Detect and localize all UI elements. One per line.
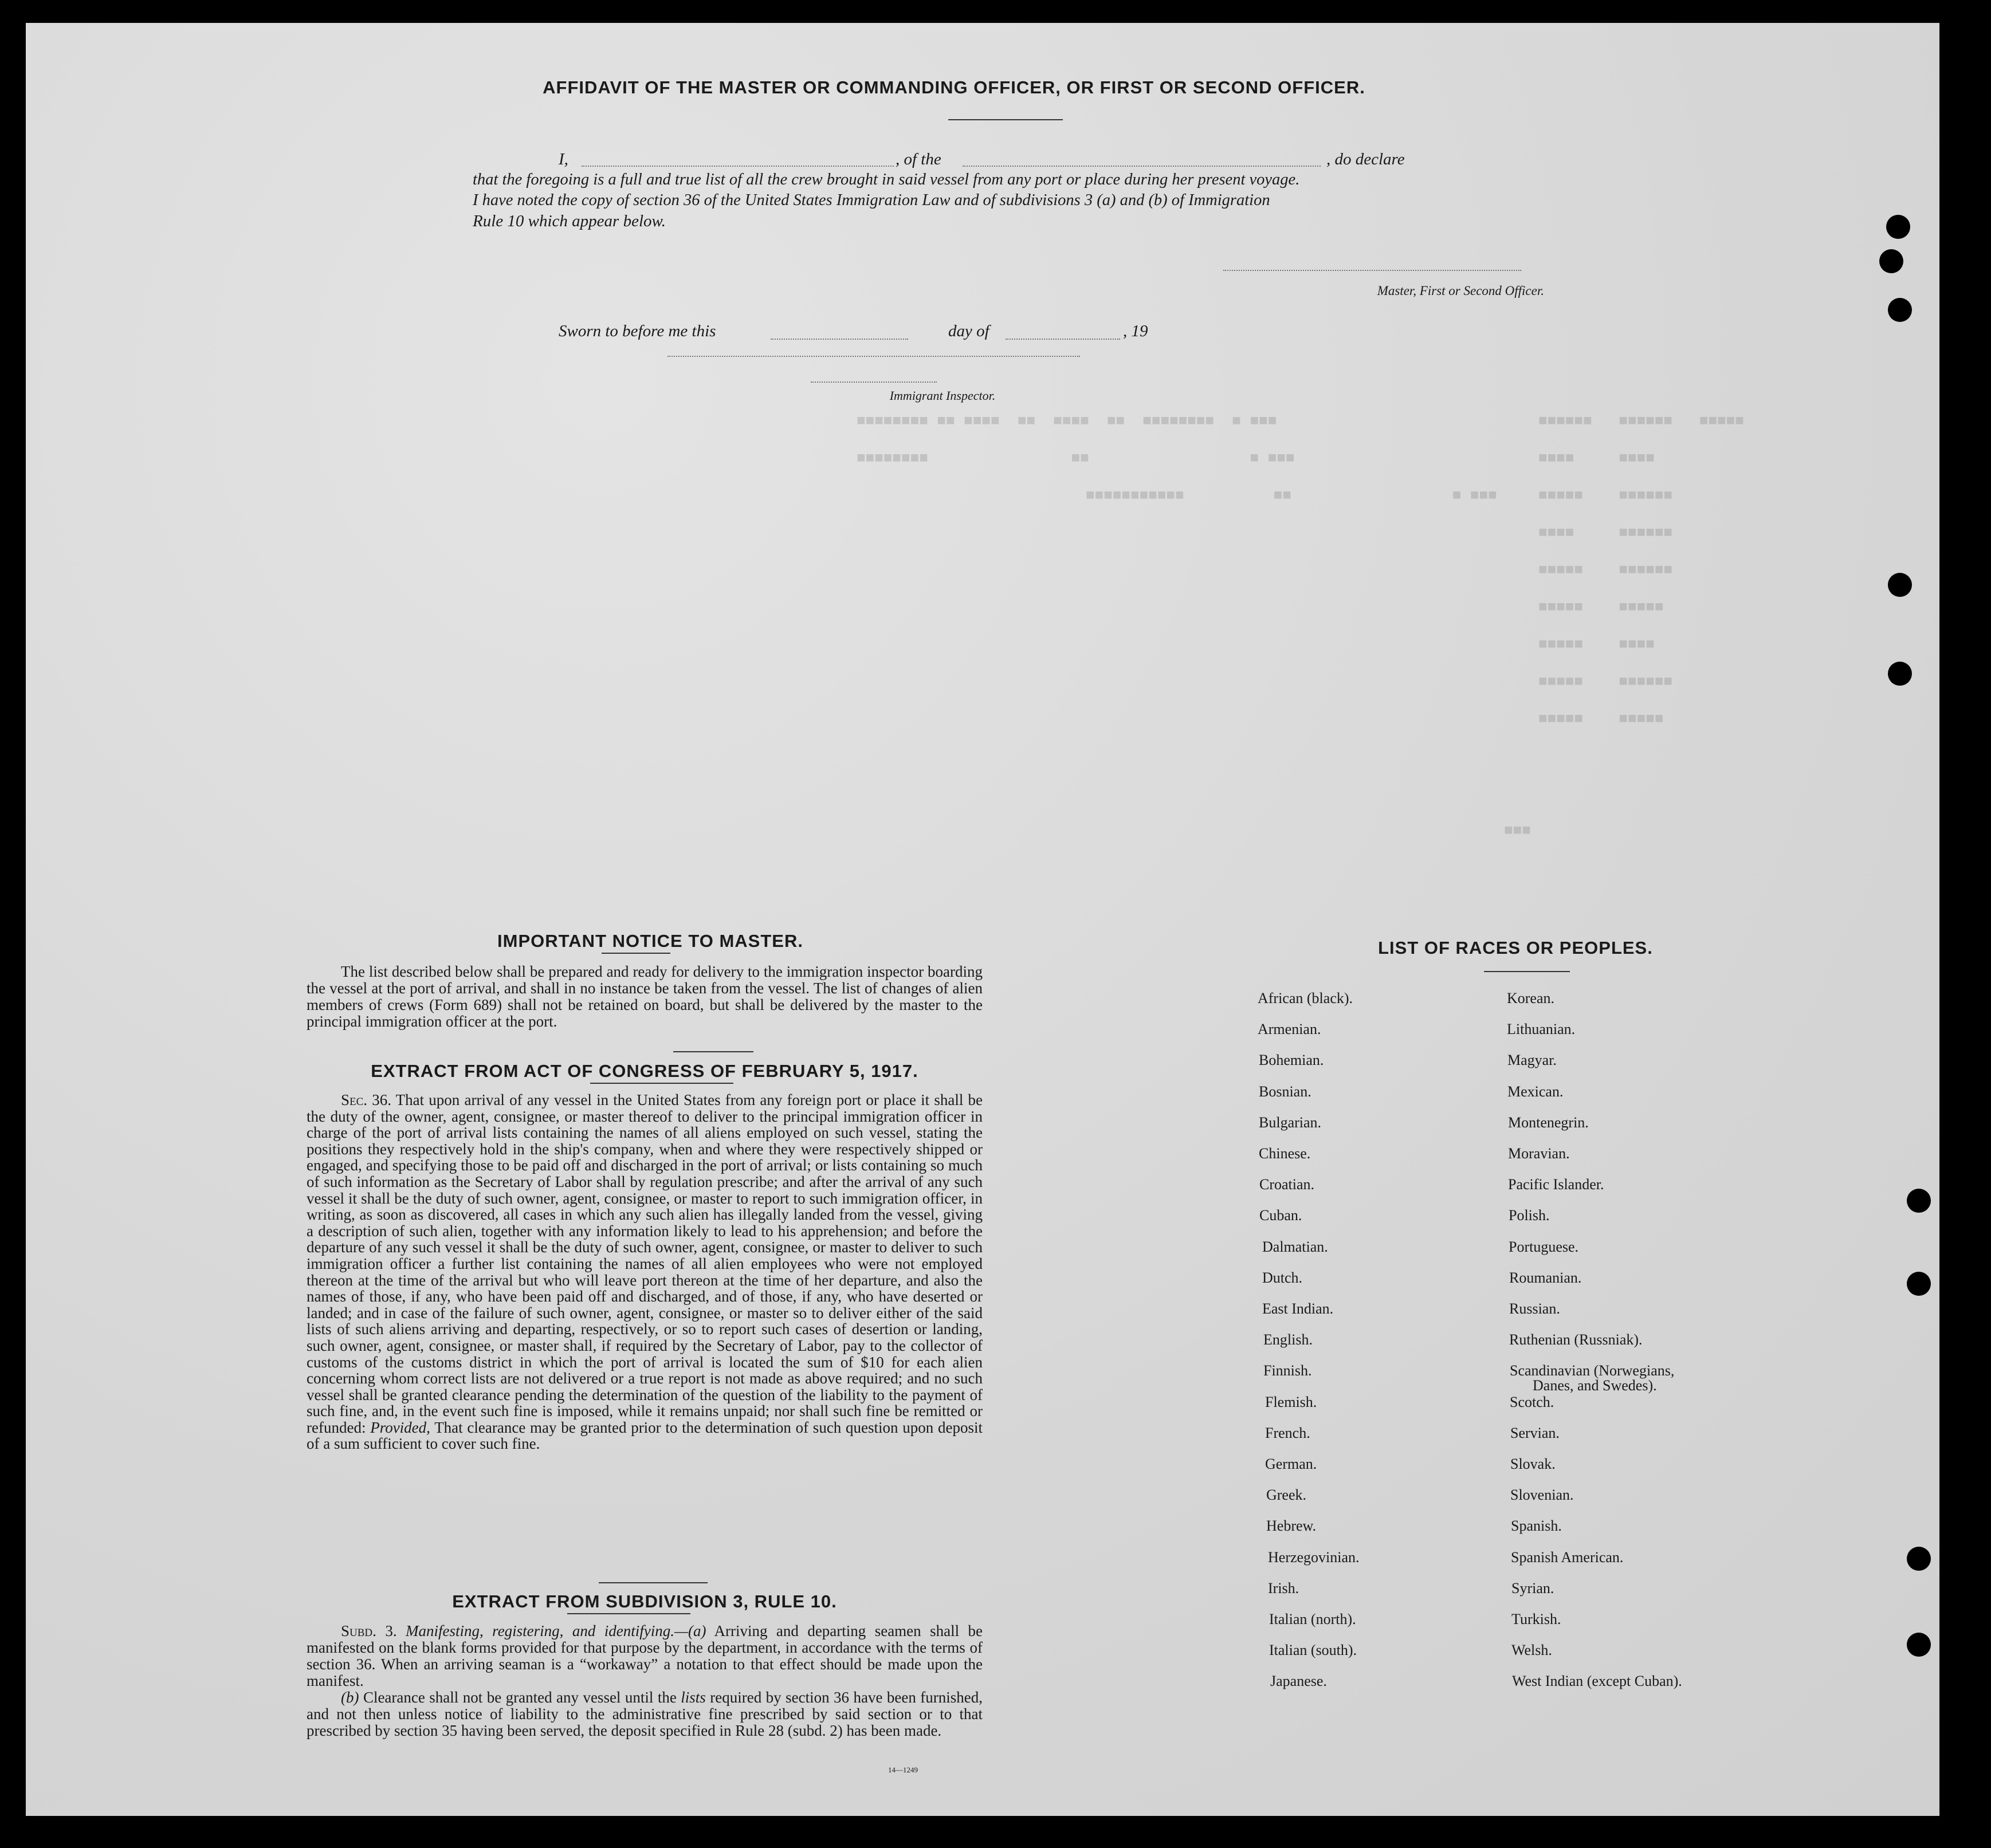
race-item: Japanese. — [1270, 1673, 1327, 1690]
subd-a-label: —(a) — [674, 1622, 706, 1639]
sworn-day-of: day of — [948, 322, 989, 340]
race-item: Ruthenian (Russniak). — [1509, 1331, 1643, 1348]
race-item: African (black). — [1258, 990, 1353, 1006]
race-item: Moravian. — [1508, 1145, 1570, 1162]
races-title: LIST OF RACES OR PEOPLES. — [1378, 938, 1653, 958]
notice-title-rule — [602, 953, 670, 954]
vessel-name-field[interactable] — [963, 165, 1321, 167]
race-item: Italian (north). — [1269, 1611, 1356, 1627]
subd-label: Subd. 3. — [341, 1622, 397, 1639]
subd-b-post: required by section 36 have been furnished, and not then unless notice of liability to the administrative fine prescribed by said section or to that prescribed by section 35 having been served, the deposit specified in Rule 28 (subd. 2) has been made. — [307, 1689, 983, 1739]
affidavit-line-1 — [473, 149, 1573, 170]
notice-text-block — [307, 964, 983, 1030]
race-item: English. — [1263, 1331, 1313, 1348]
race-item: Welsh. — [1511, 1642, 1552, 1659]
race-item: Croatian. — [1259, 1176, 1315, 1193]
race-item: German. — [1265, 1456, 1317, 1472]
subd-heading: Manifesting, registering, and identifying. — [406, 1622, 675, 1639]
race-item: Bohemian. — [1259, 1052, 1324, 1069]
race-item: Chinese. — [1259, 1145, 1311, 1162]
punch-hole — [1907, 1189, 1931, 1213]
race-item: Roumanian. — [1509, 1269, 1582, 1286]
sworn-line — [559, 322, 1246, 345]
race-item: Syrian. — [1511, 1579, 1554, 1597]
act-section-text — [307, 1092, 983, 1452]
affidavit-title: AFFIDAVIT OF THE MASTER OR COMMANDING OFFICER, OR FIRST OR SECOND OFFICER. — [543, 77, 1365, 97]
race-item: Dalmatian. — [1262, 1238, 1328, 1255]
race-item: Lithuanian. — [1507, 1021, 1576, 1038]
of-the-label: , of the — [896, 150, 941, 168]
race-item: Turkish. — [1511, 1611, 1561, 1627]
inspector-signature-field-1[interactable] — [667, 355, 1080, 357]
rule-extract-title: EXTRACT FROM SUBDIVISION 3, RULE 10. — [452, 1591, 837, 1611]
punch-hole — [1886, 215, 1910, 239]
race-item: Irish. — [1268, 1579, 1299, 1597]
act-section-label: Sec. 36. — [341, 1091, 391, 1108]
race-item: Portuguese. — [1509, 1238, 1579, 1255]
race-item: Greek. — [1266, 1487, 1307, 1504]
master-caption: Master, First or Second Officer. — [1377, 284, 1544, 298]
race-item: Polish. — [1509, 1207, 1550, 1224]
punch-hole — [1907, 1633, 1931, 1657]
race-item: Finnish. — [1263, 1362, 1312, 1379]
notice-title: IMPORTANT NOTICE TO MASTER. — [497, 931, 803, 951]
inspector-signature-field-2[interactable] — [811, 381, 937, 383]
act-extract-title: EXTRACT FROM ACT OF CONGRESS OF FEBRUARY 5, 1917. — [371, 1061, 918, 1081]
subd-a-text: Arriving and departing seamen shall be manifested on the blank forms provided for that purpose by the department, in accordance with the terms of section 36. When an arriving seaman is a “workaway” a notation to that effect should be made upon the manifest. — [307, 1622, 983, 1689]
race-item: Montenegrin. — [1508, 1114, 1589, 1131]
subd-b-lists: lists — [681, 1689, 706, 1706]
race-item-continuation: Danes, and Swedes). — [1533, 1377, 1657, 1394]
race-item: Scandinavian (Norwegians, — [1510, 1362, 1675, 1379]
sworn-year: , 19 — [1123, 322, 1148, 340]
race-item: Spanish. — [1511, 1517, 1562, 1535]
sworn-prefix: Sworn to before me this — [559, 322, 716, 340]
race-item: Scotch. — [1510, 1393, 1554, 1410]
race-item: Magyar. — [1507, 1052, 1557, 1069]
race-item: Mexican. — [1507, 1083, 1564, 1100]
race-item: Armenian. — [1258, 1021, 1321, 1038]
act-end-rule — [599, 1582, 708, 1583]
declare-label: , do declare — [1326, 150, 1405, 168]
punch-hole — [1888, 662, 1912, 686]
rule-subd-b — [307, 1689, 983, 1739]
sworn-month-field[interactable] — [1006, 338, 1120, 340]
master-signature-field[interactable] — [1223, 269, 1521, 271]
punch-hole — [1888, 298, 1912, 322]
document-page: ■■■■■■ ■■■■■■ ■■■■■ ■■■■ ■■■■ ■■■■■ ■■■■■■ ■■■■ ■■■■■■ ■■■■■ ■■■■■■ ■■■■■ ■■■■■ ■■■■■ ■■■■ ■■■■■ ■■■■■■ ■■■■■ ■■■■■ ■■■■■■■■ ■■ ■■■■ ■■ ■■■■ ■■ ■■■■■■■■ ■ ■■■ ■■■■■■■■ ■■ ■ ■■■ ■■■■■■■■■■■ ■■ ■ ■■■ ■■■ AFFIDAVIT OF THE MASTER OR COMMANDING OFFICER, OR FIRST OR SECOND OFFICER. I, , of the , do declare that the foregoing is a full and true list of all the crew brought in said vessel from any port or place during her present voyage. I have noted the copy of section 36 of the United States Immigration Law and of subdivisions 3 (a) and (b) of Immigration Rule 10 which appear below. Master, First or Second Officer. Sworn to before me this day of , 19 Immigrant Inspector. IMPORTANT NOTICE TO MASTER. The list described below shall be prepared and ready for delivery to the immigration inspector boarding the vessel at the port of arrival, and shall in no instance be taken from the vessel. The list of changes of alien members of crews (Form 689) shall not be retained on board, but shall be delivered by the master to the principal immigration officer at the port. EXTRACT FROM ACT OF CONGRESS OF FEBRUARY 5, 1917. Sec. 36. That upon arrival of any vessel in the United States from any foreign port or place it shall be the duty of the owner, agent, consignee, or master thereof to deliver to the principal immigration officer in charge of the port of arrival lists containing the names of all aliens employed on such vessel, stating the positions they respectively hold in the ship's company, when and where they were respectively shipped or engaged, and specifying those to be paid off and discharged in the port of arrival; or lists containing so much of such information as the Secretary of Labor shall by regulation prescribe; and after the arrival of any such vessel it shall be the duty of such owner, agent, consignee, or master to report to such immigration officer, in writing, as soon as discovered, all cases in which any such alien has illegally landed from the vessel, giving a description of such alien, together with any information likely to lead to his apprehension; and before the departure of any such vessel it shall be the duty of such owner, agent, consignee, or master to deliver to such immigration officer a further list containing the names of all alien employees who were not employed thereon at the time of the arrival but who will leave port thereon at the time of her departure, and also the names of those, if any, who have been paid off and discharged, and of those, if any, who have deserted or landed; and in case of the failure of such owner, agent, consignee, or master so to deliver either of the said lists of such aliens arriving and departing, respectively, or so to report such cases of desertion or landing, such owner, agent, consignee, or master shall, if required by the Secretary of Labor, pay to the collector of customs of the customs district in which the port of arrival is located the sum of $10 for each alien concerning whom correct lists are not delivered or a true report is not made as above required; and no such vessel shall be granted clearance pending the determination of the question of the liability to the payment of such fine, and, in the event such fine is imposed, while it remains unpaid; nor shall such fine be remitted or refunded: Provided, That clearance may be granted prior to the determination of such question upon deposit of a sum sufficient to cover such fine. EXTRACT FROM SUBDIVISION 3, RULE 10. Subd. 3. Manifesting, registering, and identifying.—(a) Arriving and departing seamen shall be manifested on the blank forms provided for that purpose by the department, in accordance with the terms of section 36. When an arriving seaman is a “workaway” a notation to that effect should be made upon the manifest. (b) Clearance shall not be granted any vessel until the lists required by section 36 have been furnished, and not then unless notice of liability to the administrative fine prescribed by said section or to that prescribed by section 35 having been served, the deposit specified in Rule 28 (subd. 2) has been made. 14—1249 LIST OF RACES OR PEOPLES. African (black). Armenian. Bohemian. Bosnian. Bulgarian. Chinese. Croatian. Cuban. Dalmatian. Dutch. East Indian. English. Finnish. Flemish. French. German. Greek. Hebrew. Herzegovinian. Irish. Italian (north). Italian (south). Japanese. Korean. Lithuanian. Magyar. Mexican. Montenegrin. Moravian. Pacific Islander. Polish. Portuguese. Roumanian. Russian. Ruthenian (Russniak). Scandinavian (Norwegians, Danes, and Swedes). Scotch. Servian. Slovak. Slovenian. Spanish. Spanish American. Syrian. Turkish. Welsh. West Indian (except Cuban). — [26, 23, 1939, 1816]
race-item: Korean. — [1507, 990, 1555, 1006]
race-item: Slovak. — [1510, 1456, 1556, 1472]
punch-hole — [1907, 1547, 1931, 1571]
title-rule — [948, 119, 1063, 120]
race-item: Bosnian. — [1259, 1083, 1311, 1100]
race-item: Herzegovinian. — [1268, 1548, 1360, 1566]
rule-title-rule — [567, 1613, 690, 1614]
rule-extract-block — [307, 1623, 983, 1739]
race-item: Italian (south). — [1269, 1642, 1357, 1659]
races-title-rule — [1484, 971, 1570, 972]
race-item: Slovenian. — [1510, 1487, 1574, 1504]
race-item: Flemish. — [1265, 1393, 1317, 1410]
race-item: Hebrew. — [1266, 1517, 1317, 1535]
affidavit-line-4: Rule 10 which appear below. — [473, 212, 666, 230]
race-item: Cuban. — [1259, 1207, 1302, 1224]
inspector-caption: Immigrant Inspector. — [889, 388, 996, 403]
form-number: 14—1249 — [888, 1766, 918, 1774]
race-item: Pacific Islander. — [1508, 1176, 1604, 1193]
race-item: Servian. — [1510, 1424, 1560, 1441]
notice-end-rule — [673, 1051, 753, 1052]
affidavit-declaration — [473, 149, 1573, 231]
rule-subd-a — [307, 1623, 983, 1689]
race-item: East Indian. — [1262, 1300, 1334, 1317]
subd-b-pre: Clearance shall not be granted any vessel until the — [363, 1689, 677, 1706]
act-title-rule — [590, 1083, 733, 1084]
race-item: Spanish American. — [1511, 1548, 1624, 1566]
affidavit-line-3: I have noted the copy of section 36 of the United States Immigration Law and of subdivisions 3 (a) and (b) of Immigration — [473, 191, 1270, 209]
race-item: West Indian (except Cuban). — [1512, 1673, 1682, 1690]
race-item: Russian. — [1509, 1300, 1560, 1317]
declarant-label: I, — [559, 150, 568, 168]
act-body: That upon arrival of any vessel in the United States from any foreign port or place it shall be the duty of the owner, agent, consignee, or master thereof to deliver to the principal immigration officer in charge of the port of arrival lists containing the names of all aliens employed on such vessel, stating the positions they respectively hold in the ship's company, when and where they were respectively shipped or engaged, and specifying those to be paid off and discharged in the port of arrival; or lists containing so much of such information as the Secretary of Labor shall by regulation prescribe; and after the arrival of any such vessel it shall be the duty of such owner, agent, consignee, or master to report to such immigration officer, in writing, as soon as discovered, all cases in which any such alien has illegally landed from the vessel, giving a description of such alien, together with any information likely to lead to his apprehension; and before the departure of any such vessel it shall be the duty of such owner, agent, consignee, or master to deliver to such immigration officer a further list containing the names of all alien employees who were not employed thereon at the time of the arrival but who will leave port thereon at the time of her departure, and also the names of those, if any, who have been paid off and discharged, and of those, if any, who have deserted or landed; and in case of the failure of such owner, agent, consignee, or master so to deliver either of the said lists of such aliens arriving and departing, respectively, or so to report such cases of desertion or landing, such owner, agent, consignee, or master shall, if required by the Secretary of Labor, pay to the collector of customs of the customs district in which the port of arrival is located the sum of $10 for each alien concerning whom correct lists are not delivered or a true report is not made as above required; and no such vessel shall be granted clearance pending the determination of the question of the liability to the payment of such fine, and, in the event such fine is imposed, while it remains unpaid; nor shall such fine be remitted or refunded: — [307, 1091, 983, 1436]
subd-b-label: (b) — [341, 1689, 359, 1706]
punch-hole — [1907, 1272, 1931, 1296]
act-extract-block — [307, 1092, 983, 1452]
race-item: Dutch. — [1262, 1269, 1303, 1286]
race-item: French. — [1265, 1424, 1310, 1441]
punch-hole — [1888, 573, 1912, 597]
punch-hole — [1879, 249, 1903, 273]
act-body-end: That clearance may be granted prior to the determination of such question upon deposit of a sum sufficient to cover such fine. — [307, 1418, 983, 1453]
race-item: Bulgarian. — [1259, 1114, 1322, 1131]
notice-text: The list described below shall be prepared and ready for delivery to the immigration inspector boarding the vessel at the port of arrival, and shall in no instance be taken from the vessel. The list of changes of alien members of crews (Form 689) shall not be retained on board, but shall be delivered by the master to the principal immigration officer at the port. — [307, 963, 983, 1030]
act-provided: Provided, — [370, 1418, 430, 1436]
sworn-day-field[interactable] — [771, 338, 908, 340]
affidavit-line-2: that the foregoing is a full and true list of all the crew brought in said vessel from any port or place during her present voyage. — [473, 171, 1300, 188]
declarant-name-field[interactable] — [582, 165, 894, 167]
